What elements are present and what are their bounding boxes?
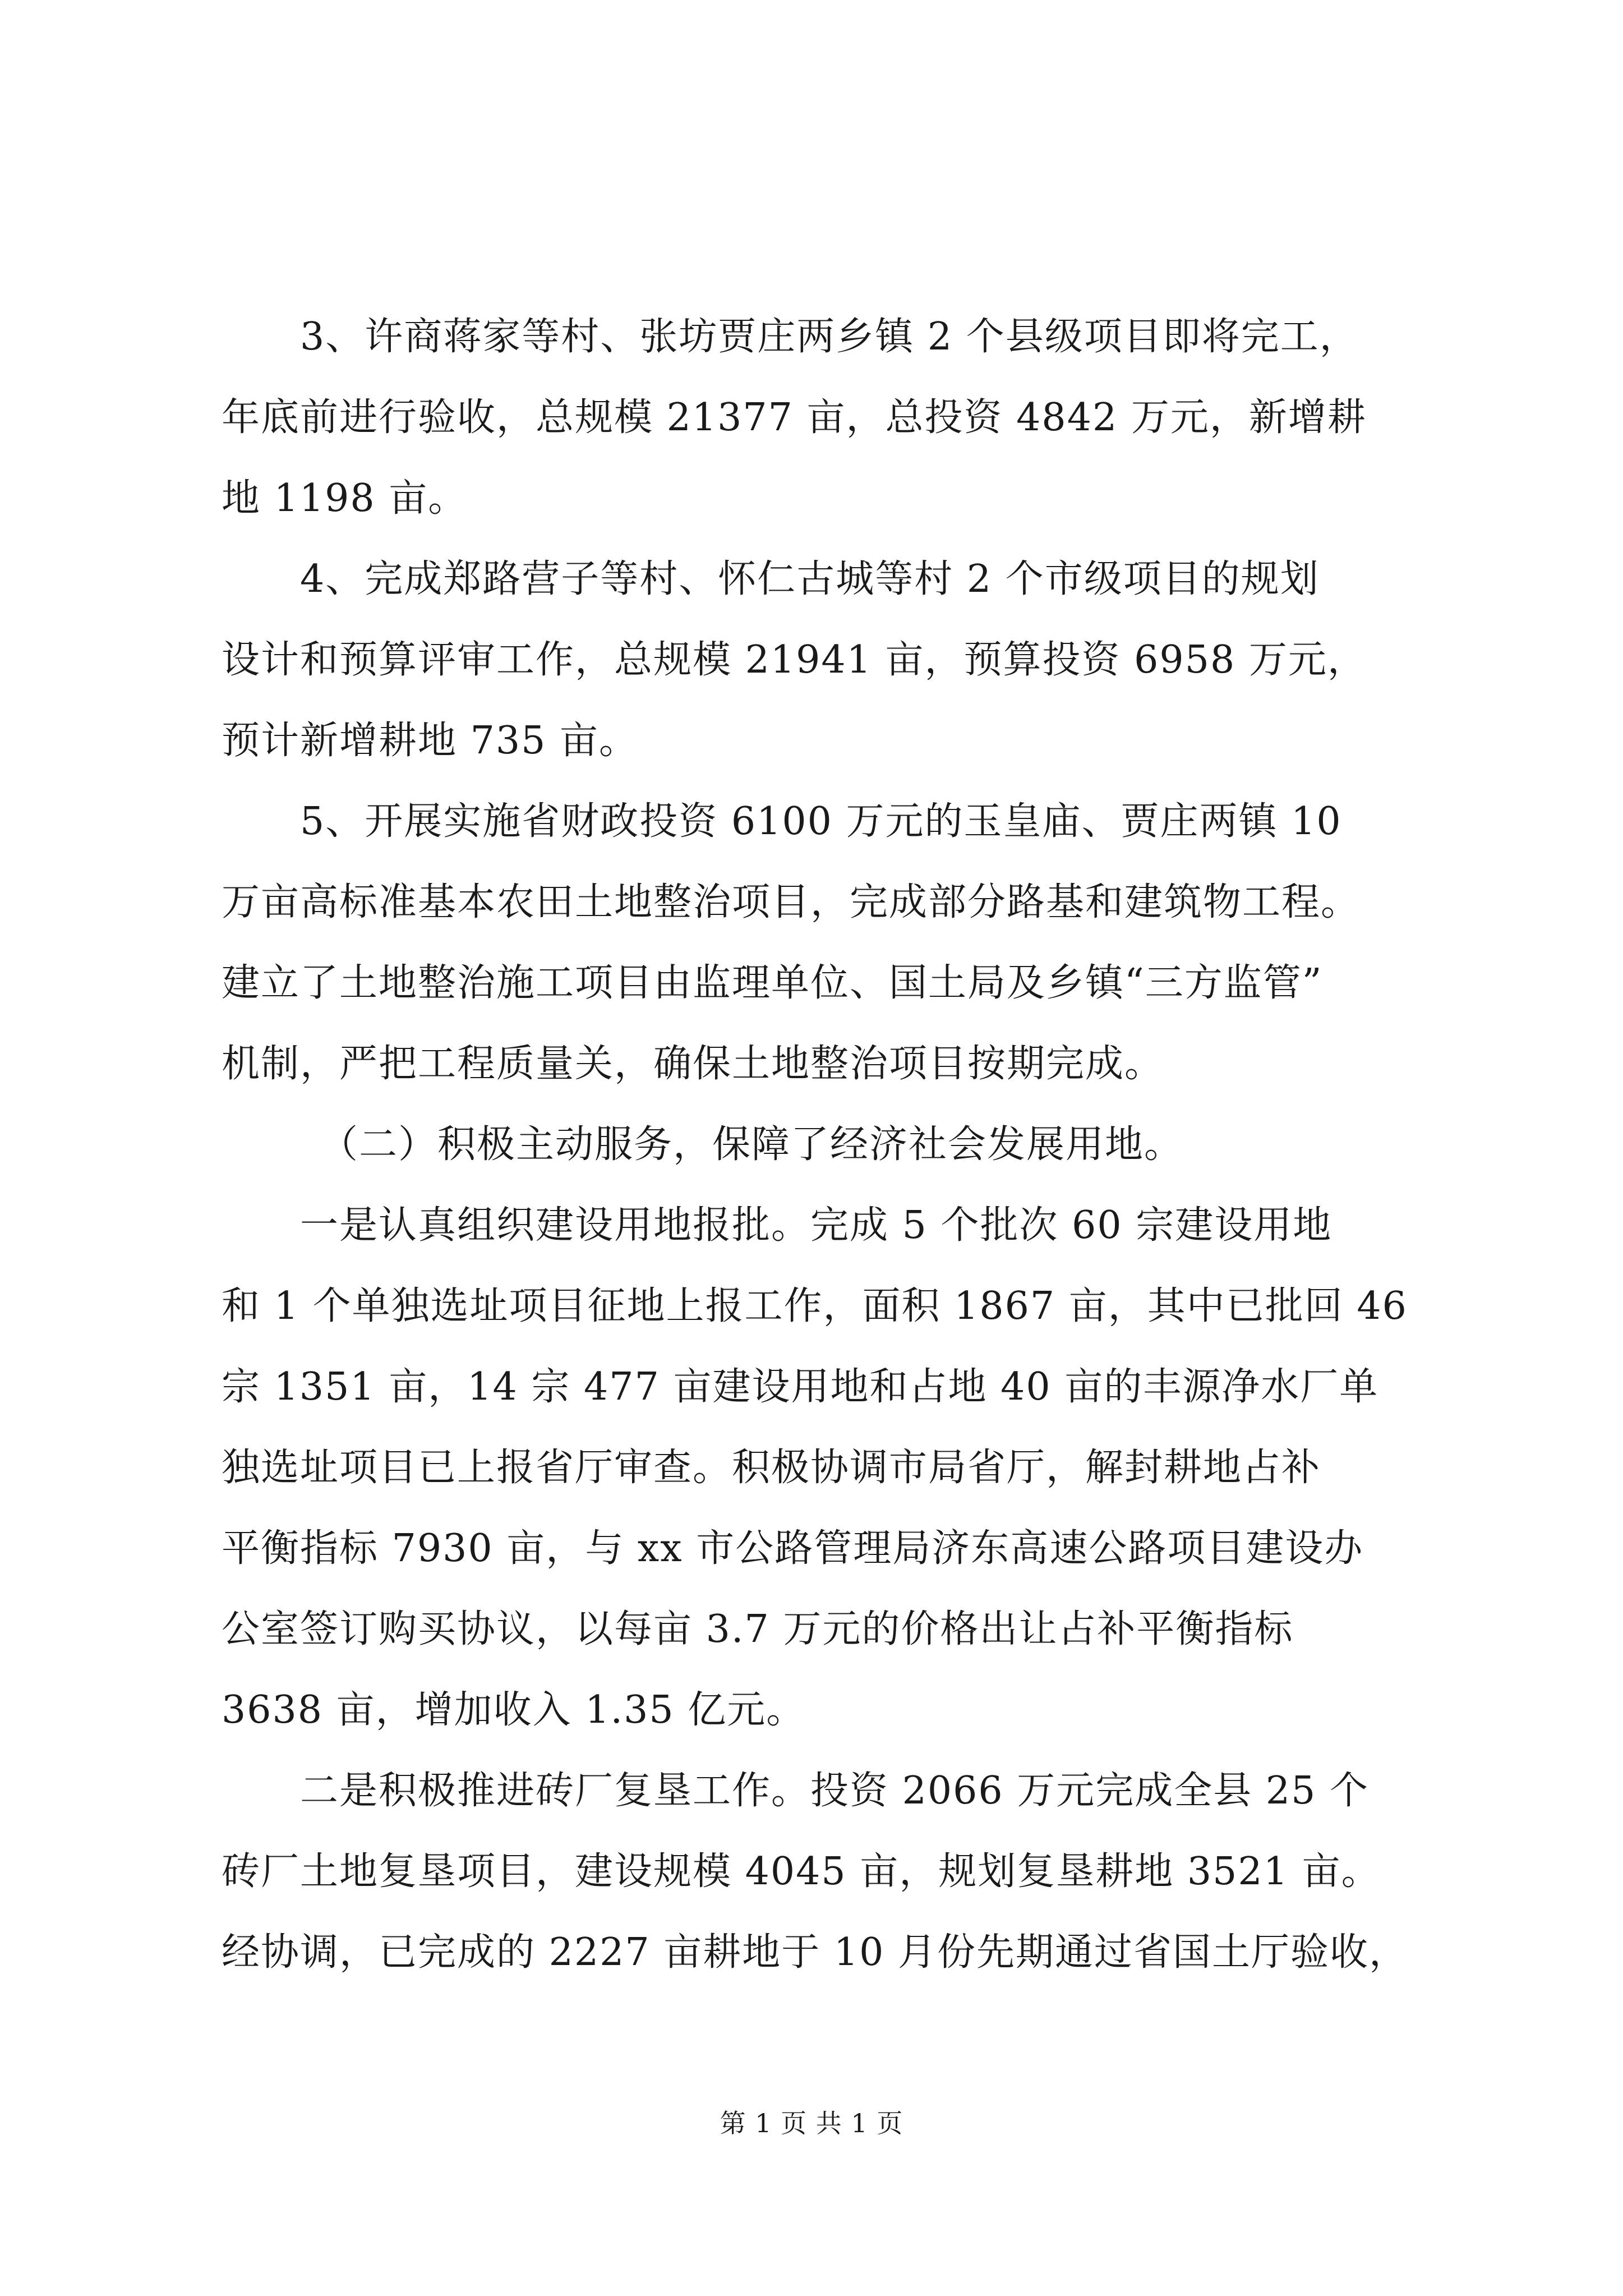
- paragraph-line: 独选址项目已上报省厅审查。积极协调市局省厅，解封耕地占补: [222, 1446, 1321, 1490]
- paragraph-line: 砖厂土地复垦项目，建设规模 4045 亩，规划复垦耕地 3521 亩。: [222, 1849, 1381, 1894]
- paragraph-line: 公室签订购买协议，以每亩 3.7 万元的价格出让占补平衡指标: [222, 1607, 1294, 1651]
- paragraph-line: 预计新增耕地 735 亩。: [222, 719, 639, 763]
- paragraph-line: 3、许商蒋家等村、张坊贾庄两乡镇 2 个县级项目即将完工，: [300, 315, 1359, 359]
- paragraph-line: 年底前进行验收，总规模 21377 亩，总投资 4842 万元，新增耕: [222, 395, 1367, 440]
- paragraph-line: 机制，严把工程质量关，确保土地整治项目按期完成。: [222, 1042, 1164, 1086]
- section-heading: （二）积极主动服务，保障了经济社会发展用地。: [320, 1122, 1184, 1167]
- paragraph-line: 平衡指标 7930 亩，与 xx 市公路管理局济东高速公路项目建设办: [222, 1526, 1364, 1571]
- paragraph-line: 一是认真组织建设用地报批。完成 5 个批次 60 宗建设用地: [300, 1203, 1332, 1248]
- paragraph-line: 建立了土地整治施工项目由监理单位、国土局及乡镇“三方监管”: [222, 961, 1323, 1005]
- page-footer: 第 1 页 共 1 页: [720, 2108, 903, 2138]
- paragraph-line: 经协调，已完成的 2227 亩耕地于 10 月份先期通过省国土厅验收，: [222, 1930, 1409, 1975]
- paragraph-line: 地 1198 亩。: [222, 476, 468, 521]
- paragraph-line: 5、开展实施省财政投资 6100 万元的玉皇庙、贾庄两镇 10: [300, 799, 1342, 844]
- paragraph-line: 和 1 个单独选址项目征地上报工作，面积 1867 亩，其中已批回 46: [222, 1284, 1408, 1328]
- paragraph-line: 宗 1351 亩，14 宗 477 亩建设用地和占地 40 亩的丰源净水厂单: [222, 1365, 1379, 1409]
- paragraph-line: 二是积极推进砖厂复垦工作。投资 2066 万元完成全县 25 个: [300, 1769, 1370, 1813]
- paragraph-line: 4、完成郑路营子等村、怀仁古城等村 2 个市级项目的规划: [300, 557, 1320, 601]
- paragraph-line: 万亩高标准基本农田土地整治项目，完成部分路基和建筑物工程。: [222, 880, 1361, 924]
- paragraph-line: 设计和预算评审工作，总规模 21941 亩，预算投资 6958 万元，: [222, 638, 1367, 682]
- paragraph-line: 3638 亩，增加收入 1.35 亿元。: [222, 1688, 806, 1732]
